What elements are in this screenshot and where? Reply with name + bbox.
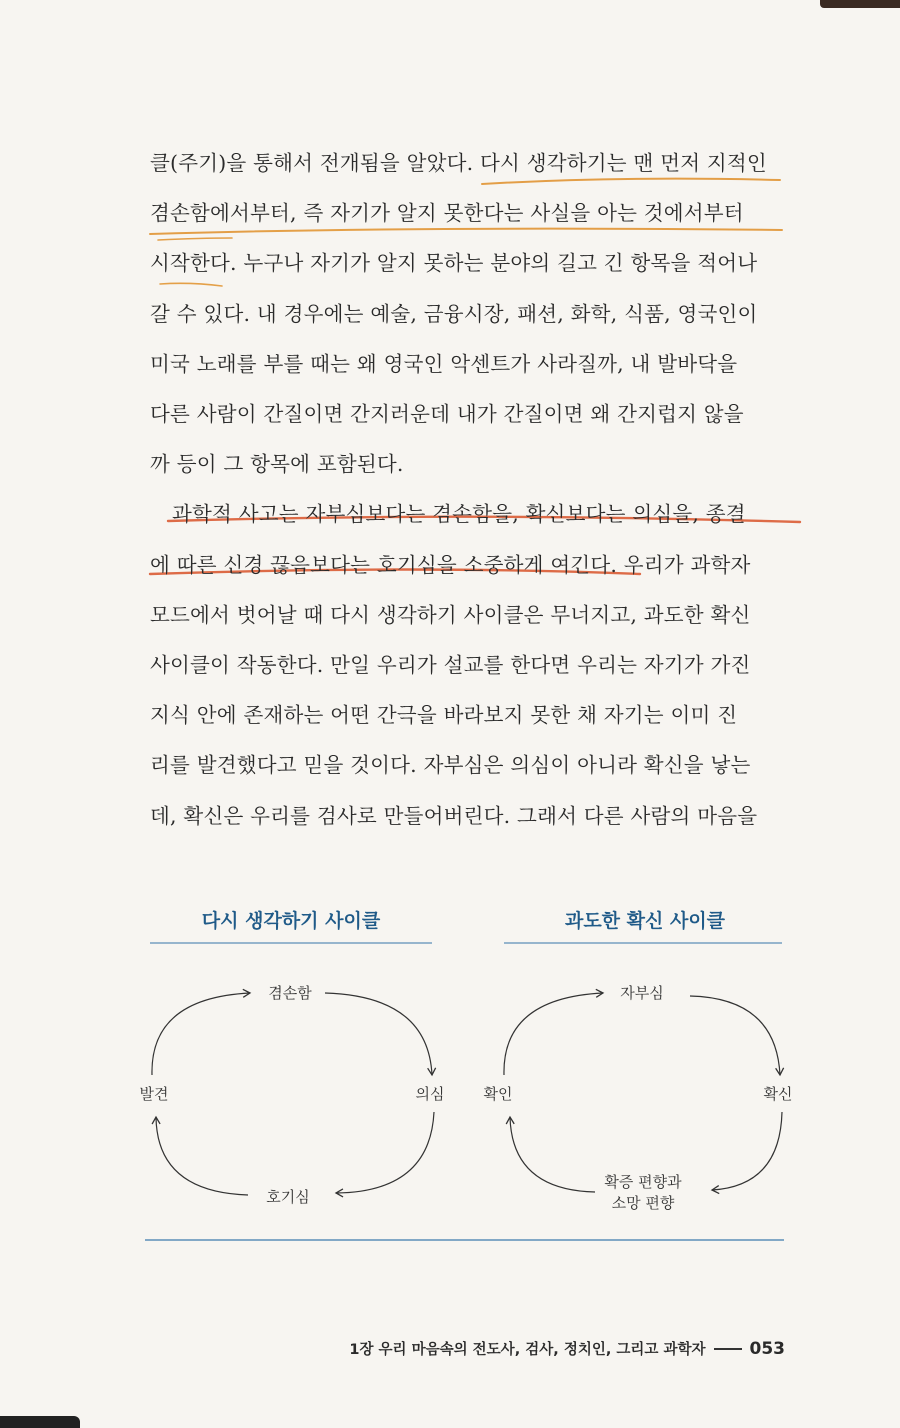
text-line: 데, 확신은 우리를 검사로 만들어버린다. 그래서 다른 사람의 마음을: [150, 803, 758, 828]
text-line: 과학적 사고는 자부심보다는 겸손함을, 확신보다는 의심을, 종결: [172, 502, 746, 527]
text-line: 모드에서 벗어날 때 다시 생각하기 사이클은 무너지고, 과도한 확신: [150, 602, 751, 627]
node-curiosity: 호기심: [266, 1188, 310, 1206]
text-line: 클(주기)을 통해서 전개됨을 알았다. 다시 생각하기는 맨 먼저 지적인: [150, 151, 767, 175]
text-line: 시작한다. 누구나 자기가 알지 못하는 분야의 길고 긴 항목을 적어나: [150, 251, 758, 276]
node-conviction: 확신: [763, 1085, 793, 1103]
text-line: 갈 수 있다. 내 경우에는 예술, 금융시장, 패션, 화학, 식품, 영국인이: [150, 301, 758, 326]
page-number: 053: [749, 1338, 785, 1359]
node-discovery: 발견: [139, 1085, 169, 1103]
text-line: 리를 발견했다고 믿을 것이다. 자부심은 의심이 아니라 확신을 낳는: [150, 753, 751, 778]
node-validation: 확인: [483, 1085, 513, 1103]
node-bias-line1: 확증 편향과: [604, 1173, 682, 1191]
node-bias-line2: 소망 편향: [611, 1194, 675, 1212]
node-humility: 겸손함: [268, 984, 312, 1002]
text-line: 겸손함에서부터, 즉 자기가 알지 못한다는 사실을 아는 것에서부터: [150, 201, 744, 226]
right-cycle-arrows: [504, 993, 782, 1192]
chapter-title: 1장 우리 마음속의 전도사, 검사, 정치인, 그리고 과학자: [349, 1342, 706, 1358]
node-doubt: 의심: [415, 1085, 445, 1103]
right-diagram-title: 과도한 확신 사이클: [564, 910, 726, 932]
page-footer: [349, 1338, 785, 1359]
node-bias: [590, 1172, 696, 1214]
footer-dash: [714, 1348, 742, 1350]
text-line: 지식 안에 존재하는 어떤 간극을 바라보지 못한 채 자기는 이미 진: [150, 703, 738, 728]
text-line: 미국 노래를 부를 때는 왜 영국인 악센트가 사라질까, 내 발바닥을: [150, 351, 738, 376]
text-line: 다른 사람이 간질이면 간지러운데 내가 간질이면 왜 간지럽지 않을: [150, 402, 744, 427]
left-diagram-title: 다시 생각하기 사이클: [201, 910, 381, 932]
left-cycle-arrows: [152, 993, 434, 1195]
text-line: 까 등이 그 항목에 포함된다.: [150, 452, 404, 477]
text-line: 에 따른 신경 끊음보다는 호기심을 소중하게 여긴다. 우리가 과학자: [150, 552, 751, 577]
text-line: 사이클이 작동한다. 만일 우리가 설교를 한다면 우리는 자기가 가진: [150, 653, 751, 678]
node-pride: 자부심: [620, 984, 664, 1002]
